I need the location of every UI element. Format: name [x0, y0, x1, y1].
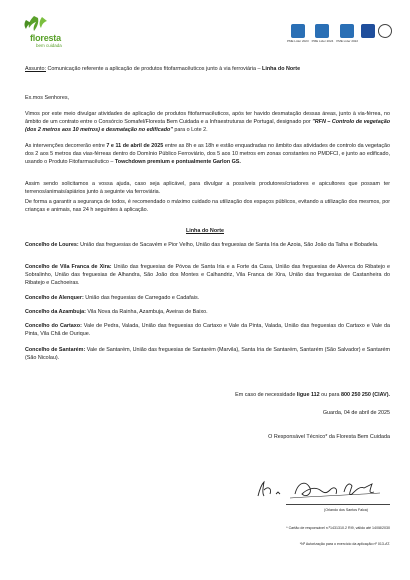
- concelho-item: Concelho do Cartaxo: Vale de Pedra, Valada, União das freguesias do Cartaxo e Vale da Pinta, Valada, União das freguesias do Cartaxo e Vale da Pinta, Vila Chã de Ourique.: [25, 323, 390, 337]
- logo-name: floresta: [30, 33, 61, 43]
- paragraph-intro: Vimos por este meio divulgar atividades de aplicação de produtos fitofarmacêuticos, após ter havido desmatação dessas áreas, junto à via-férrea, no âmbito de um contrato entre o Consórcio Somafel/Floresta Bem Cuidada e a Infraestruturas de Portugal, designado por "RFN – Controlo de vegetação (dos 2 metros aos 10 metros) e desmatação no edificado" para o Lote 2.: [25, 111, 390, 133]
- handwritten-signature: [240, 476, 390, 502]
- responsible-title: O Responsável Técnico* da Floresta Bem Cuidada: [268, 434, 390, 440]
- pme-lider-badge: PME Líder 2023: [287, 24, 309, 43]
- logo-subtitle: bem cuidada: [36, 43, 62, 48]
- signer-name: (Orlando dos Santos Falca): [324, 508, 368, 512]
- place-date: Guarda, 04 de abril de 2025: [322, 410, 390, 416]
- concelho-item: Concelho da Azambuja: Vila Nova da Rainha, Azambuja, Aveiras de Baixo.: [25, 309, 208, 315]
- pme-lider-badge: PME Líder 2024: [312, 24, 334, 43]
- signature-line: [286, 504, 390, 505]
- iso-cert-badge: [378, 24, 392, 43]
- line-title: Linha do Norte: [185, 228, 225, 234]
- cert-shield-icon: [361, 24, 375, 38]
- paragraph-request: Assim sendo solicitamos a vossa ajuda, caso seja aplicável, para divulgar a possíveis produtores/criadores e apicultores que possam ter terrenos/animais/apiários junto à seguinte via ferroviária.: [25, 181, 390, 195]
- floresta-logo: [20, 14, 80, 54]
- concelho-item: Concelho de Santarém: Vale de Santarém, União das freguesias de Santarém (Marvila), Santa Iria de Santarém, Santarém (São Salvador) e Santarém (São Nicolau).: [25, 347, 390, 361]
- paragraph-dates: As intervenções decorrerão entre 7 e 11 de abril de 2025 entre as 8h e as 18h e estão enquadradas no âmbito das atividades de controlo da vegetação dos 2 aos 5 metros das vias-férreas dentro do Domínio Público Ferroviário, dos 5 aos 10 metros em zonas constantes no PMDFCI, e junto ao edificado, usando o Produto Fitofarmacêutico – Towchdown premium e pontualmente Garlon GS.: [25, 143, 391, 165]
- subject-line: Assunto: Comunicação referente a aplicação de produtos fitofarmacêuticos junto à via ferroviária – Linha do Norte: [25, 66, 301, 72]
- emergency-contact: Em caso de necessidade ligue 112 ou para 800 250 250 (CIAV).: [235, 392, 390, 398]
- footnote-authorization: *Nº Autorização para o exercício da aplicação nº 013-AT.: [299, 542, 390, 546]
- quality-cert-badge: [361, 24, 375, 43]
- pme-lider-icon: [291, 24, 305, 38]
- concelho-item: Concelho de Alenquer: União das freguesias de Carregado e Cadafais.: [25, 295, 200, 301]
- pme-lider-icon: [340, 24, 354, 38]
- pme-lider-icon: [315, 24, 329, 38]
- pme-lider-badge: PME Líder 2022: [336, 24, 358, 43]
- concelho-item: Concelho de Vila Franca de Xira: União das freguesias de Póvoa de Santa Iria e a Forte da Casa, União das freguesias de Alverca do Ribatejo e Sobralinho, União das freguesias de Alhandra, São João dos Montes e Calhandriz, Vila Franca de Xira, União das freguesias de Castanheira do Ribatejo e Cachoeiras.: [25, 264, 391, 286]
- iso-seal-icon: [378, 24, 392, 38]
- footnote-card: * Cartão de responsável n.º1431310.2 RI9, válido até 14/08/2030: [286, 526, 390, 530]
- concelho-item: Concelho de Loures: União das freguesias de Sacavém e Pior Velho, União das freguesias de Santa Iria de Azoia, São João da Talha e Bobadela.: [25, 242, 379, 248]
- certification-badges: [287, 24, 392, 43]
- greeting: Ex.mos Senhores,: [25, 95, 70, 101]
- paragraph-safety: De forma a garantir a segurança de todos, é recomendado o máximo cuidado na utilização dos espaços públicos, evitando a utilização dos mesmos, por crianças e animais, nas 24 h seguintes à aplicação.: [25, 199, 390, 213]
